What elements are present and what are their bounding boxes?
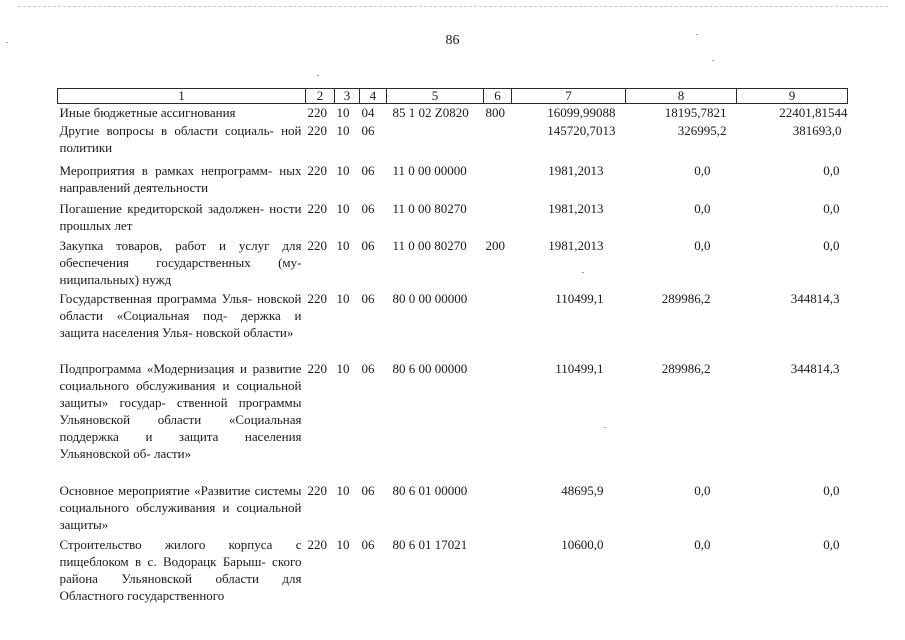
- cell-amount-col7: 16099,99088: [547, 105, 616, 120]
- cell-section: 220: [307, 290, 327, 306]
- cell-subsection-2: 06: [361, 237, 375, 253]
- table-row: [58, 536, 848, 604]
- cell-section: 220: [307, 482, 327, 498]
- cell-subsection-2: 06: [361, 536, 375, 552]
- cell-subsection: 10: [336, 290, 350, 306]
- cell-amount-col8: 0,0: [694, 482, 711, 498]
- scan-artifact-line: [18, 6, 888, 7]
- cell-subsection-2: 06: [361, 122, 375, 138]
- column-header: 6: [484, 89, 512, 104]
- table-row: [58, 290, 848, 360]
- table-row: [58, 237, 848, 290]
- cell-amount-col7: 110499,1: [555, 360, 604, 376]
- cell-amount-col7: 145720,7013: [547, 122, 616, 138]
- cell-expense-type: [484, 536, 512, 604]
- cell-subsection-2: 06: [361, 482, 375, 498]
- cell-expense-type: [484, 200, 512, 237]
- cell-amount-col8: 0,0: [694, 162, 711, 178]
- cell-section: 220: [307, 536, 327, 552]
- cell-section: 220: [307, 105, 327, 120]
- cell-subsection: 10: [336, 200, 350, 216]
- column-header: 3: [335, 89, 360, 104]
- row-name: Иные бюджетные ассигнования: [59, 105, 236, 120]
- table-row: [58, 104, 848, 122]
- cell-subsection-2: 06: [361, 290, 375, 306]
- row-name: Закупка товаров, работ и услуг для обеспечения государственных (му- ниципальных) нужд: [59, 237, 302, 287]
- cell-section: 220: [307, 122, 327, 138]
- cell-target-article: [387, 122, 484, 162]
- cell-section: 220: [307, 162, 327, 178]
- cell-expense-type: [484, 360, 512, 482]
- column-header: 7: [512, 89, 626, 104]
- cell-amount-col9: 0,0: [823, 237, 840, 253]
- cell-target-article: 80 6 00 00000: [392, 360, 468, 376]
- cell-amount-col7: 1981,2013: [548, 200, 604, 216]
- cell-section: 220: [307, 200, 327, 216]
- table-row: [58, 162, 848, 200]
- table-row: [58, 482, 848, 536]
- cell-amount-col8: 18195,7821: [664, 105, 727, 120]
- cell-expense-type: 200: [485, 237, 505, 253]
- cell-expense-type: [484, 162, 512, 200]
- cell-amount-col8: 289986,2: [661, 290, 711, 306]
- table-row: [58, 360, 848, 482]
- scan-speck: [317, 75, 319, 76]
- cell-amount-col9: 344814,3: [790, 290, 840, 306]
- cell-section: 220: [307, 360, 327, 376]
- cell-target-article: 11 0 00 00000: [392, 162, 467, 178]
- cell-amount-col8: 326995,2: [677, 122, 727, 138]
- cell-subsection-2: 06: [361, 162, 375, 178]
- cell-target-article: 80 6 01 17021: [392, 536, 468, 552]
- cell-amount-col9: 0,0: [823, 536, 840, 552]
- cell-subsection: 10: [336, 482, 350, 498]
- column-header: 1: [58, 89, 306, 104]
- cell-subsection-2: 06: [361, 360, 375, 376]
- page-number: 86: [445, 33, 460, 48]
- cell-target-article: 11 0 00 80270: [392, 237, 467, 253]
- cell-amount-col9: 0,0: [823, 482, 840, 498]
- cell-target-article: 11 0 00 80270: [392, 200, 467, 216]
- cell-section: 220: [307, 237, 327, 253]
- cell-subsection: 10: [336, 237, 350, 253]
- column-header: 4: [360, 89, 387, 104]
- cell-expense-type: [484, 290, 512, 360]
- column-header: 9: [737, 89, 848, 104]
- cell-amount-col7: 10600,0: [561, 536, 604, 552]
- table-row: [58, 122, 848, 162]
- column-header: 5: [387, 89, 484, 104]
- column-header: 2: [306, 89, 335, 104]
- cell-amount-col7: 48695,9: [561, 482, 604, 498]
- cell-amount-col9: 22401,81544: [779, 105, 848, 120]
- cell-amount-col9: 381693,0: [792, 122, 842, 138]
- cell-amount-col7: 1981,2013: [548, 237, 604, 253]
- cell-expense-type: 800: [485, 105, 505, 120]
- cell-subsection-2: 06: [361, 200, 375, 216]
- cell-target-article: 80 0 00 00000: [392, 290, 468, 306]
- row-name: Подпрограмма «Модернизация и развитие социального обслуживания и социальной защиты» государ- ственной программы Ульяновской области «Социальная поддержка и защита населения Ульяновской об- ласти»: [59, 360, 302, 461]
- column-header: 8: [626, 89, 737, 104]
- cell-subsection: 10: [336, 162, 350, 178]
- cell-amount-col8: 289986,2: [661, 360, 711, 376]
- cell-subsection: 10: [336, 105, 350, 120]
- cell-subsection: 10: [336, 122, 350, 138]
- cell-target-article: 85 1 02 Z0820: [392, 105, 469, 120]
- cell-expense-type: [484, 482, 512, 536]
- cell-amount-col8: 0,0: [694, 237, 711, 253]
- cell-amount-col7: 1981,2013: [548, 162, 604, 178]
- row-name: Погашение кредиторской задолжен- ности прошлых лет: [59, 200, 302, 233]
- cell-target-article: 80 6 01 00000: [392, 482, 468, 498]
- cell-amount-col9: 0,0: [823, 200, 840, 216]
- table-header-row: [58, 89, 848, 104]
- cell-subsection-2: 04: [361, 105, 375, 120]
- row-name: Другие вопросы в области социаль- ной политики: [59, 122, 302, 155]
- cell-amount-col8: 0,0: [694, 200, 711, 216]
- cell-subsection: 10: [336, 536, 350, 552]
- row-name: Мероприятия в рамках непрограмм- ных направлений деятельности: [59, 162, 302, 195]
- cell-amount-col9: 0,0: [823, 162, 840, 178]
- budget-table: [57, 88, 848, 604]
- cell-amount-col9: 344814,3: [790, 360, 840, 376]
- table-row: [58, 200, 848, 237]
- cell-amount-col7: 110499,1: [555, 290, 604, 306]
- cell-expense-type: [484, 122, 512, 162]
- scan-speck: [712, 60, 714, 61]
- cell-amount-col8: 0,0: [694, 536, 711, 552]
- row-name: Государственная программа Улья- новской области «Социальная под- держка и защита населения Улья- новской области»: [59, 290, 302, 340]
- cell-subsection: 10: [336, 360, 350, 376]
- row-name: Строительство жилого корпуса с пищеблоком в с. Водорацк Барыш- ского района Ульяновской области для Областного государственного: [59, 536, 302, 603]
- row-name: Основное мероприятие «Развитие системы социального обслуживания и социальной защиты»: [59, 482, 302, 532]
